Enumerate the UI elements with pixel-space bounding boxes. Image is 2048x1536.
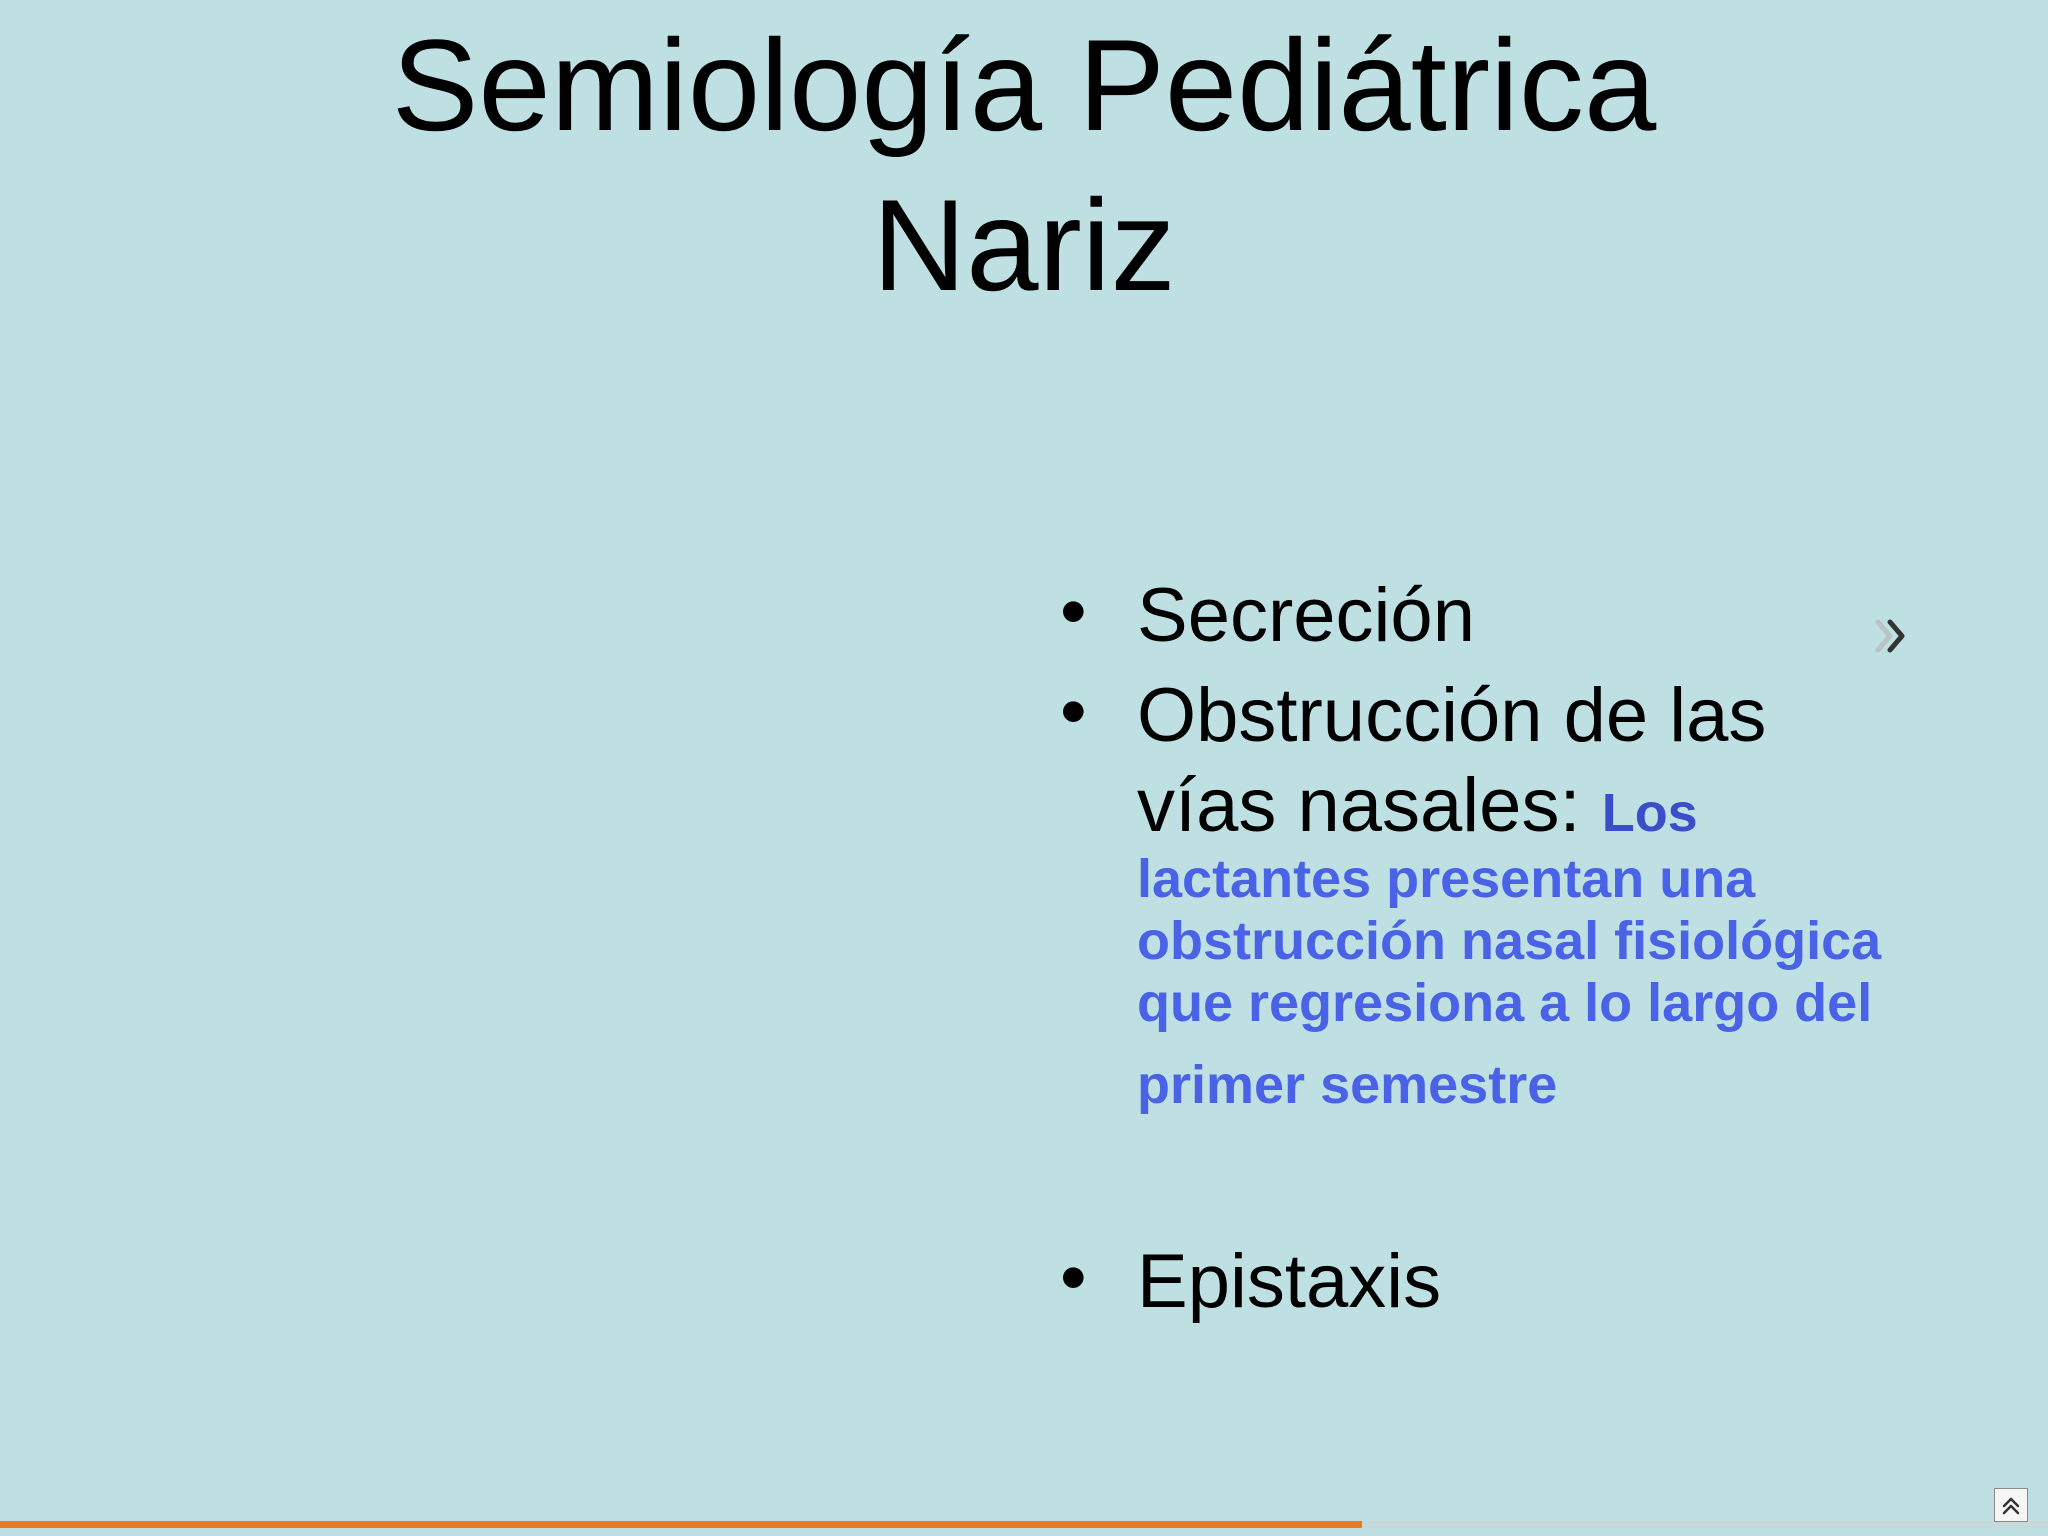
slide-progress-bar[interactable] <box>0 1521 2048 1528</box>
slide-title: Semiología Pediátrica <box>391 12 1657 158</box>
bullet-obstruccion-line2 <box>1137 760 1698 859</box>
note-first-word: Los <box>1601 783 1698 843</box>
collapse-button[interactable] <box>1994 1488 2028 1522</box>
next-slide-icon[interactable] <box>1868 612 1916 660</box>
slide-progress-fill <box>0 1521 1362 1528</box>
bullet-obstruccion-label: vías nasales: <box>1137 763 1581 848</box>
bullet-dot: • <box>1060 569 1087 654</box>
note-line: que regresiona a lo largo del <box>1137 973 1873 1033</box>
collapse-up-icon <box>1995 1489 2027 1521</box>
bullet-epistaxis: Epistaxis <box>1137 1239 1442 1324</box>
bullet-secrecion: Secreción <box>1137 573 1475 658</box>
note-line: primer semestre <box>1137 1055 1558 1115</box>
note-line: lactantes presentan una <box>1137 849 1756 909</box>
bullet-dot: • <box>1060 1235 1087 1320</box>
bullet-obstruccion-line1: Obstrucción de las <box>1137 673 1767 758</box>
bullet-dot: • <box>1060 669 1087 754</box>
note-line: obstrucción nasal fisiológica <box>1137 911 1882 971</box>
slide-subtitle: Nariz <box>872 172 1176 318</box>
